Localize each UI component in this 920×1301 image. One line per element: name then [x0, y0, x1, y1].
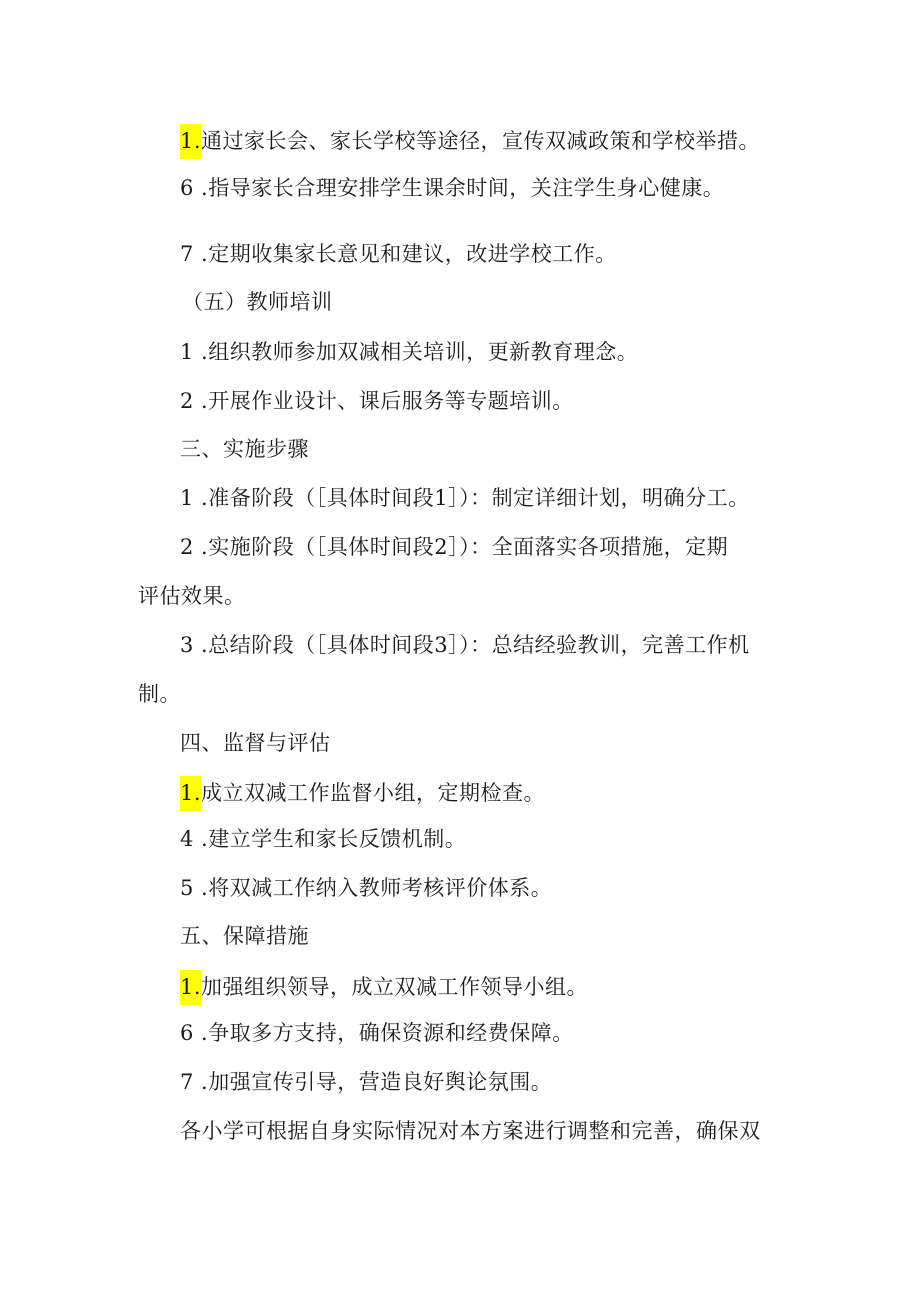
item-text: .组织教师参加双减相关培训，更新教育理念。: [193, 340, 639, 364]
item-2-continuation: [138, 582, 246, 610]
item-text: .建立学生和家长反馈机制。: [193, 827, 467, 851]
item-1-leadership: [180, 970, 588, 1005]
item-number: 3: [180, 633, 194, 657]
item-text: 制。: [138, 682, 181, 706]
item-6-multi-support: [180, 1019, 574, 1047]
item-number: 2: [180, 389, 194, 413]
item-7-publicity: [180, 1068, 552, 1096]
item-1-preparation-stage: [180, 484, 750, 512]
item-1-teacher-training: [180, 338, 638, 366]
subsection-heading-teacher-training: [182, 288, 333, 316]
item-3-summary-stage: [180, 631, 750, 659]
item-number-highlight: 1.: [180, 776, 201, 811]
item-text: .实施阶段（［具体时间段2］）：全面落实各项措施，定期: [193, 535, 729, 559]
item-text: .争取多方支持，确保资源和经费保障。: [193, 1021, 574, 1045]
section-heading-safeguards: [180, 922, 309, 950]
item-number: 6: [180, 176, 194, 200]
section-heading-implementation: [180, 435, 309, 463]
item-text: .指导家长合理安排学生课余时间，关注学生身心健康。: [193, 176, 725, 200]
item-text: 评估效果。: [138, 584, 246, 608]
item-text: .将双减工作纳入教师考核评价体系。: [193, 876, 553, 900]
item-number-highlight: 1.: [180, 970, 201, 1005]
item-6-guide-parents: [180, 174, 724, 202]
item-text: .开展作业设计、课后服务等专题培训。: [193, 389, 574, 413]
item-2-topical-training: [180, 387, 574, 415]
heading-text: 三、实施步骤: [180, 437, 309, 461]
paragraph-text: 各小学可根据自身实际情况对本方案进行调整和完善，确保双: [180, 1119, 761, 1143]
closing-paragraph: [180, 1117, 761, 1145]
item-text: .准备阶段（［具体时间段1］）：制定详细计划，明确分工。: [193, 486, 750, 510]
heading-text: 四、监督与评估: [180, 731, 331, 755]
item-number: 6: [180, 1021, 194, 1045]
item-text: 通过家长会、家长学校等途径，宣传双减政策和学校举措。: [201, 129, 761, 153]
item-text: 加强组织领导，成立双减工作领导小组。: [201, 975, 589, 999]
item-text: .定期收集家长意见和建议，改进学校工作。: [193, 242, 617, 266]
item-number: 1: [180, 486, 194, 510]
item-number: 5: [180, 876, 194, 900]
item-1-supervision-group: [180, 776, 545, 811]
item-text: 成立双减工作监督小组，定期检查。: [201, 781, 546, 805]
item-7-collect-feedback: [180, 240, 617, 268]
section-heading-supervision: [180, 729, 331, 757]
item-3-continuation: [138, 680, 181, 708]
item-number: 7: [180, 1070, 194, 1094]
item-number: 4: [180, 827, 194, 851]
heading-text: （五）教师培训: [182, 290, 333, 314]
item-number: 1: [180, 340, 194, 364]
item-4-feedback-mechanism: [180, 825, 466, 853]
item-number-highlight: 1.: [180, 124, 201, 159]
item-number: 7: [180, 242, 194, 266]
item-5-evaluation-system: [180, 874, 552, 902]
item-1-publicize: [180, 124, 760, 159]
item-2-implementation-stage: [180, 533, 728, 561]
heading-text: 五、保障措施: [180, 924, 309, 948]
item-number: 2: [180, 535, 194, 559]
item-text: .总结阶段（［具体时间段3］）：总结经验教训，完善工作机: [193, 633, 750, 657]
item-text: .加强宣传引导，营造良好舆论氛围。: [193, 1070, 553, 1094]
